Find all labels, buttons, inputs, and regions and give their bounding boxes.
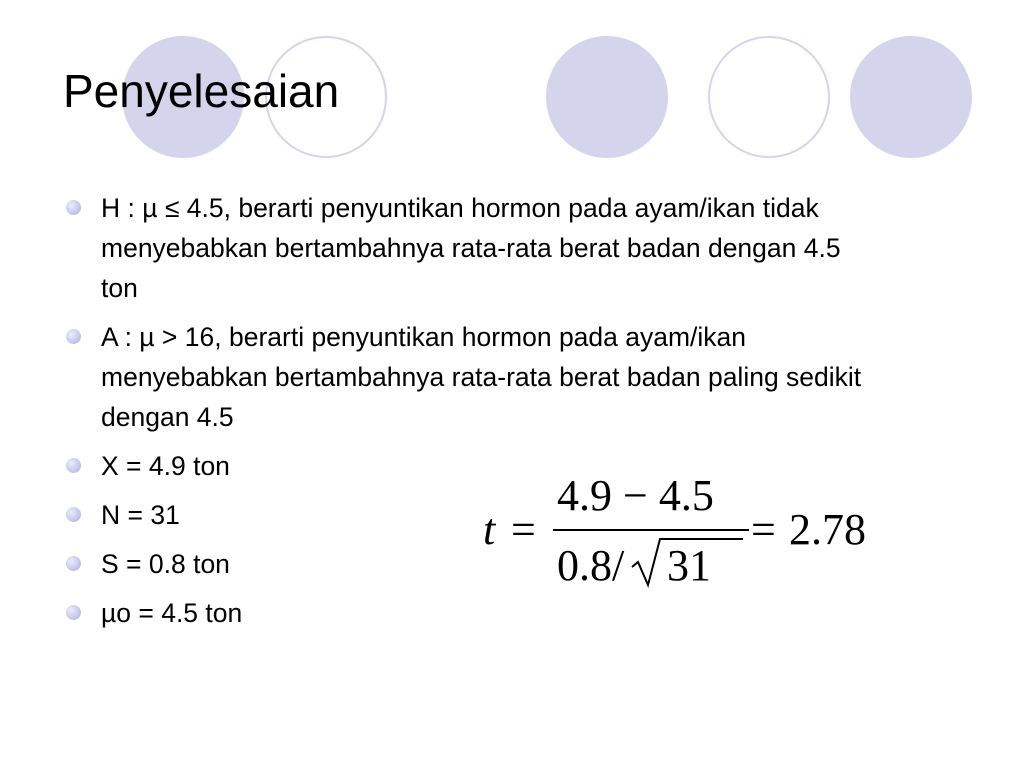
formula-equals-sign: = bbox=[751, 505, 776, 554]
formula-result: 2.78 bbox=[789, 505, 866, 554]
slide-title: Penyelesaian bbox=[63, 65, 340, 117]
bullet-dot-icon bbox=[66, 329, 81, 344]
fraction-bar bbox=[553, 529, 749, 531]
formula-variable: t bbox=[483, 505, 496, 554]
bullet-dot-icon bbox=[66, 556, 81, 571]
bullet-dot-icon bbox=[66, 605, 81, 620]
decorative-circle-filled-2 bbox=[546, 36, 668, 158]
bullet-text: µo = 4.5 ton bbox=[101, 598, 243, 628]
bullet-dot-icon bbox=[66, 507, 81, 522]
decorative-circle-ring-2 bbox=[708, 36, 830, 158]
formula-equals-sign: = bbox=[511, 505, 536, 554]
bullet-text: N = 31 bbox=[101, 500, 180, 530]
formula-radicand: 31 bbox=[667, 541, 711, 590]
bullet-dot-icon bbox=[66, 458, 81, 473]
bullet-text: A : µ > 16, berarti penyuntikan hormon pada ayam/ikan menyebabkan bertambahnya rata-rata berat badan paling sedikit dengan 4.5 bbox=[101, 322, 862, 432]
formula-denominator: 0.8/ bbox=[557, 541, 625, 590]
bullet-dot-icon bbox=[66, 200, 81, 215]
bullet-item-hypothesis-null bbox=[0, 188, 881, 308]
square-root-icon bbox=[631, 537, 665, 587]
bullet-item-hypothesis-alternative bbox=[0, 317, 881, 437]
formula-numerator: 4.9 − 4.5 bbox=[557, 471, 714, 520]
bullet-text: S = 0.8 ton bbox=[101, 549, 230, 579]
t-test-formula bbox=[483, 470, 893, 600]
decorative-circle-filled-3 bbox=[850, 36, 972, 158]
bullet-text: X = 4.9 ton bbox=[101, 451, 230, 481]
bullet-text: H : µ ≤ 4.5, berarti penyuntikan hormon pada ayam/ikan tidak menyebabkan bertambahnya rata-rata berat badan dengan 4.5 ton bbox=[101, 193, 841, 303]
